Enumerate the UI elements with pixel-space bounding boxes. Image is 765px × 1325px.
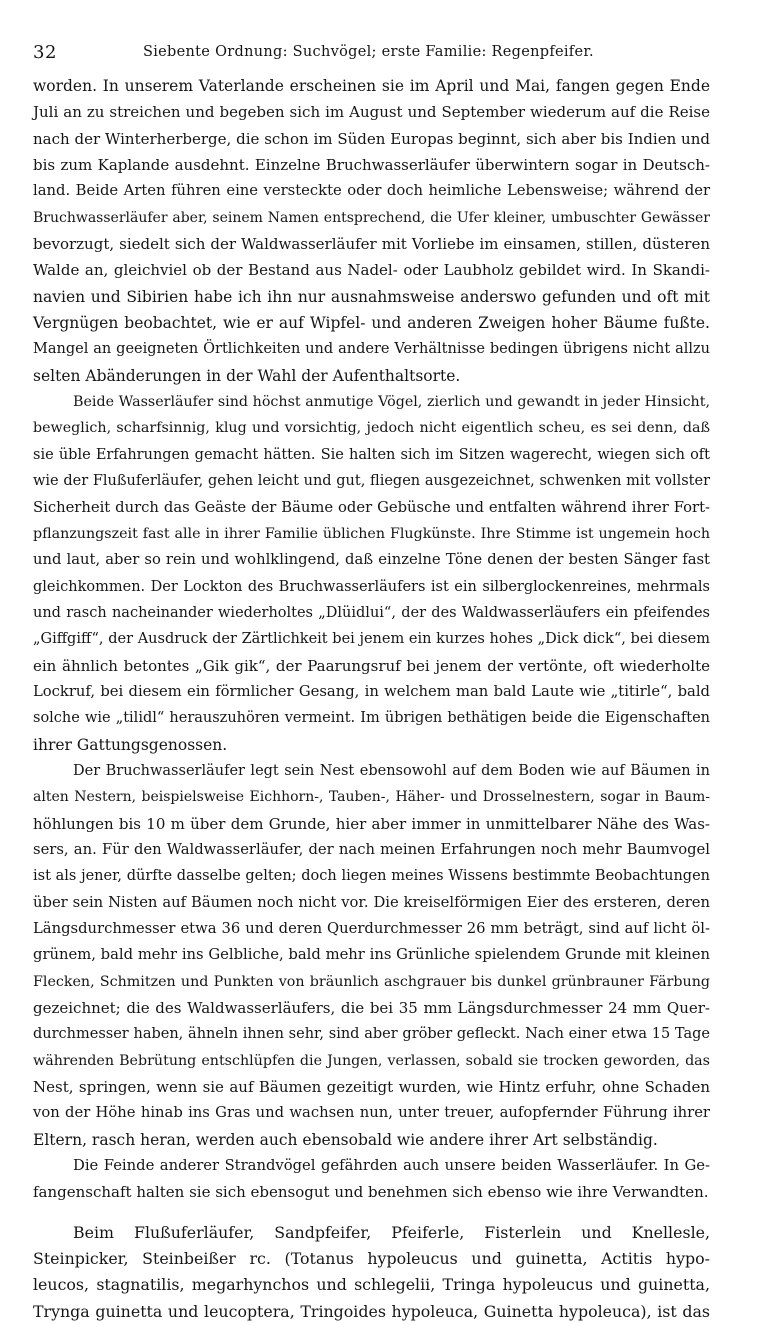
text-line: bevorzugt, siedelt sich der Waldwasserläufer mit Vorliebe im einsamen, stillen, düsteren xyxy=(33,235,710,254)
text-line: leucos, stagnatilis, megarhynchos und schlegelii, Tringa hypoleucus und guinetta, xyxy=(33,1275,710,1295)
text-line: Beim Flußuferläufer, Sandpfeifer, Pfeiferle, Fisterlein und Knellesle, xyxy=(73,1222,710,1242)
paragraph-nesting xyxy=(33,758,710,1153)
running-head: Siebente Ordnung: Suchvögel; erste Familie: Regenpfeifer. xyxy=(143,44,594,60)
text-line: sers, an. Für den Waldwasserläufer, der nach meinen Erfahrungen noch mehr Baumvogel xyxy=(33,840,710,858)
text-line: Walde an, gleichviel ob der Bestand aus Nadel- oder Laubholz gebildet wird. In Skandi- xyxy=(33,261,710,280)
text-line: Die Feinde anderer Strandvögel gefährden auch unsere beiden Wasserläufer. In Ge- xyxy=(73,1157,710,1175)
page-number: 32 xyxy=(33,42,57,63)
text-line: von der Höhe hinab ins Gras und wachsen nun, unter treuer, aufopfernder Führung ihrer xyxy=(33,1104,710,1122)
paragraph-distribution xyxy=(33,73,710,389)
text-line: über sein Nisten auf Bäumen noch nicht vor. Die kreiselförmigen Eier des ersteren, deren xyxy=(33,893,710,911)
text-line: und laut, aber so rein und wohlklingend, daß einzelne Töne denen der besten Sänger fast xyxy=(33,551,710,569)
text-line: beweglich, scharfsinnig, klug und vorsichtig, jedoch nicht eigentlich scheu, es sei denn, daß xyxy=(33,420,710,437)
text-line: Trynga guinetta und leucoptera, Tringoides hypoleuca, Guinetta hypoleuca), ist das xyxy=(33,1301,710,1321)
text-line: Mangel an geeigneten Örtlichkeiten und andere Verhältnisse bedingen übrigens nicht allzu xyxy=(33,341,710,358)
text-line: bis zum Kaplande ausdehnt. Einzelne Bruchwasserläufer überwintern sogar in Deutsch- xyxy=(33,156,710,175)
text-line: Lockruf, bei diesem ein förmlicher Gesang, in welchem man bald Laute wie „titirle“, bald xyxy=(33,682,710,700)
text-line: selten Abänderungen in der Wahl der Aufenthaltsorte. xyxy=(33,366,461,385)
text-line: ist als jener, dürfte dasselbe gelten; doch liegen meines Wissens bestimmte Beobachtungen xyxy=(33,868,710,885)
text-line: sie üble Erfahrungen gemacht hätten. Sie halten sich im Sitzen wagerecht, wiegen sich oft xyxy=(33,446,710,463)
text-line: worden. In unserem Vaterlande erscheinen sie im April und Mai, fangen gegen Ende xyxy=(33,77,710,95)
text-line: grünem, bald mehr ins Gelbliche, bald mehr ins Grünliche spielendem Grunde mit kleinen xyxy=(33,946,710,964)
text-line: Vergnügen beobachtet, wie er auf Wipfel- und anderen Zweigen hoher Bäume fußte. xyxy=(33,314,710,333)
paragraph-behaviour xyxy=(33,389,710,758)
text-line: „Giffgiff“, der Ausdruck der Zärtlichkeit bei jenem ein kurzes hohes „Dick dick“, bei diesem xyxy=(33,631,710,648)
text-line: und rasch nacheinander wiederholtes „Dlüidlui“, der des Waldwasserläufers ein pfeifendes xyxy=(33,604,710,621)
text-line: land. Beide Arten führen eine versteckte oder doch heimliche Lebensweise; während der xyxy=(33,182,710,200)
text-line: Der Bruchwasserläufer legt sein Nest ebensowohl auf dem Boden wie auf Bäumen in xyxy=(73,762,710,779)
text-line: navien und Sibirien habe ich ihn nur ausnahmsweise anderswo gefunden und oft mit xyxy=(33,287,710,306)
text-line: gleichkommen. Der Lockton des Bruchwasserläufers ist ein silberglockenreines, mehrmals xyxy=(33,578,710,595)
text-line: fangenschaft halten sie sich ebensogut und benehmen sich ebenso wie ihre Verwandten. xyxy=(33,1183,709,1202)
text-line: höhlungen bis 10 m über dem Grunde, hier aber immer in unmittelbarer Nähe des Was- xyxy=(33,814,710,833)
text-line: durchmesser haben, ähneln ihnen sehr, sind aber gröber gefleckt. Nach einer etwa 15 Tage xyxy=(33,1026,710,1043)
text-line: Eltern, rasch heran, werden auch ebensobald wie andere ihrer Art selbständig. xyxy=(33,1130,658,1149)
text-line: Längsdurchmesser etwa 36 und deren Querdurchmesser 26 mm beträgt, sind auf licht öl- xyxy=(33,920,710,937)
text-line: Flecken, Schmitzen und Punkten von bräunlich aschgrauer bis dunkel grünbrauner Färbung xyxy=(33,973,710,990)
text-line: Nest, springen, wenn sie auf Bäumen gezeitigt wurden, wie Hintz erfuhr, ohne Schaden xyxy=(33,1078,710,1097)
page-header xyxy=(33,42,725,68)
paragraph-enemies xyxy=(33,1153,710,1206)
text-line: pflanzungszeit fast alle in ihrer Familie üblichen Flugkünste. Ihre Stimme ist ungemein hoch xyxy=(33,525,710,542)
text-line: Bruchwasserläufer aber, seinem Namen entsprechend, die Ufer kleiner, umbuschter Gewässer xyxy=(33,209,710,226)
text-line: nach der Winterherberge, die schon im Süden Europas beginnt, sich aber bis Indien und xyxy=(33,129,710,148)
text-line: Sicherheit durch das Geäste der Bäume oder Gebüsche und entfalten während ihrer Fort- xyxy=(33,498,710,516)
text-line: Juli an zu streichen und begeben sich im August und September wiederum auf die Reise xyxy=(33,103,710,122)
text-line: ihrer Gattungsgenossen. xyxy=(33,735,228,754)
text-line: gezeichnet; die des Waldwasserläufers, die bei 35 mm Längsdurchmesser 24 mm Quer- xyxy=(33,999,710,1018)
section-gap xyxy=(33,1206,710,1220)
paragraph-species-names xyxy=(33,1220,710,1325)
text-line: alten Nestern, beispielsweise Eichhorn-, Tauben-, Häher- und Drosselnestern, sogar in Baum- xyxy=(33,789,710,806)
text-line: Beide Wasserläufer sind höchst anmutige Vögel, zierlich und gewandt in jeder Hinsicht, xyxy=(73,394,710,411)
text-line: wie der Flußuferläufer, gehen leicht und gut, fliegen ausgezeichnet, schwenken mit vollster xyxy=(33,473,710,490)
text-line: ein ähnlich betontes „Gik gik“, der Paarungsruf bei jenem der vertönte, oft wiederholte xyxy=(33,656,710,675)
text-line: währenden Bebrütung entschlüpfen die Jungen, verlassen, sobald sie trocken geworden, das xyxy=(33,1052,710,1069)
text-line: solche wie „tilidl“ herauszuhören vermeint. Im übrigen bethätigen beide die Eigenschaften xyxy=(33,710,710,727)
body-text xyxy=(33,73,710,1325)
text-line: Steinpicker, Steinbeißer rc. (Totanus hypoleucus und guinetta, Actitis hypo- xyxy=(33,1249,710,1269)
